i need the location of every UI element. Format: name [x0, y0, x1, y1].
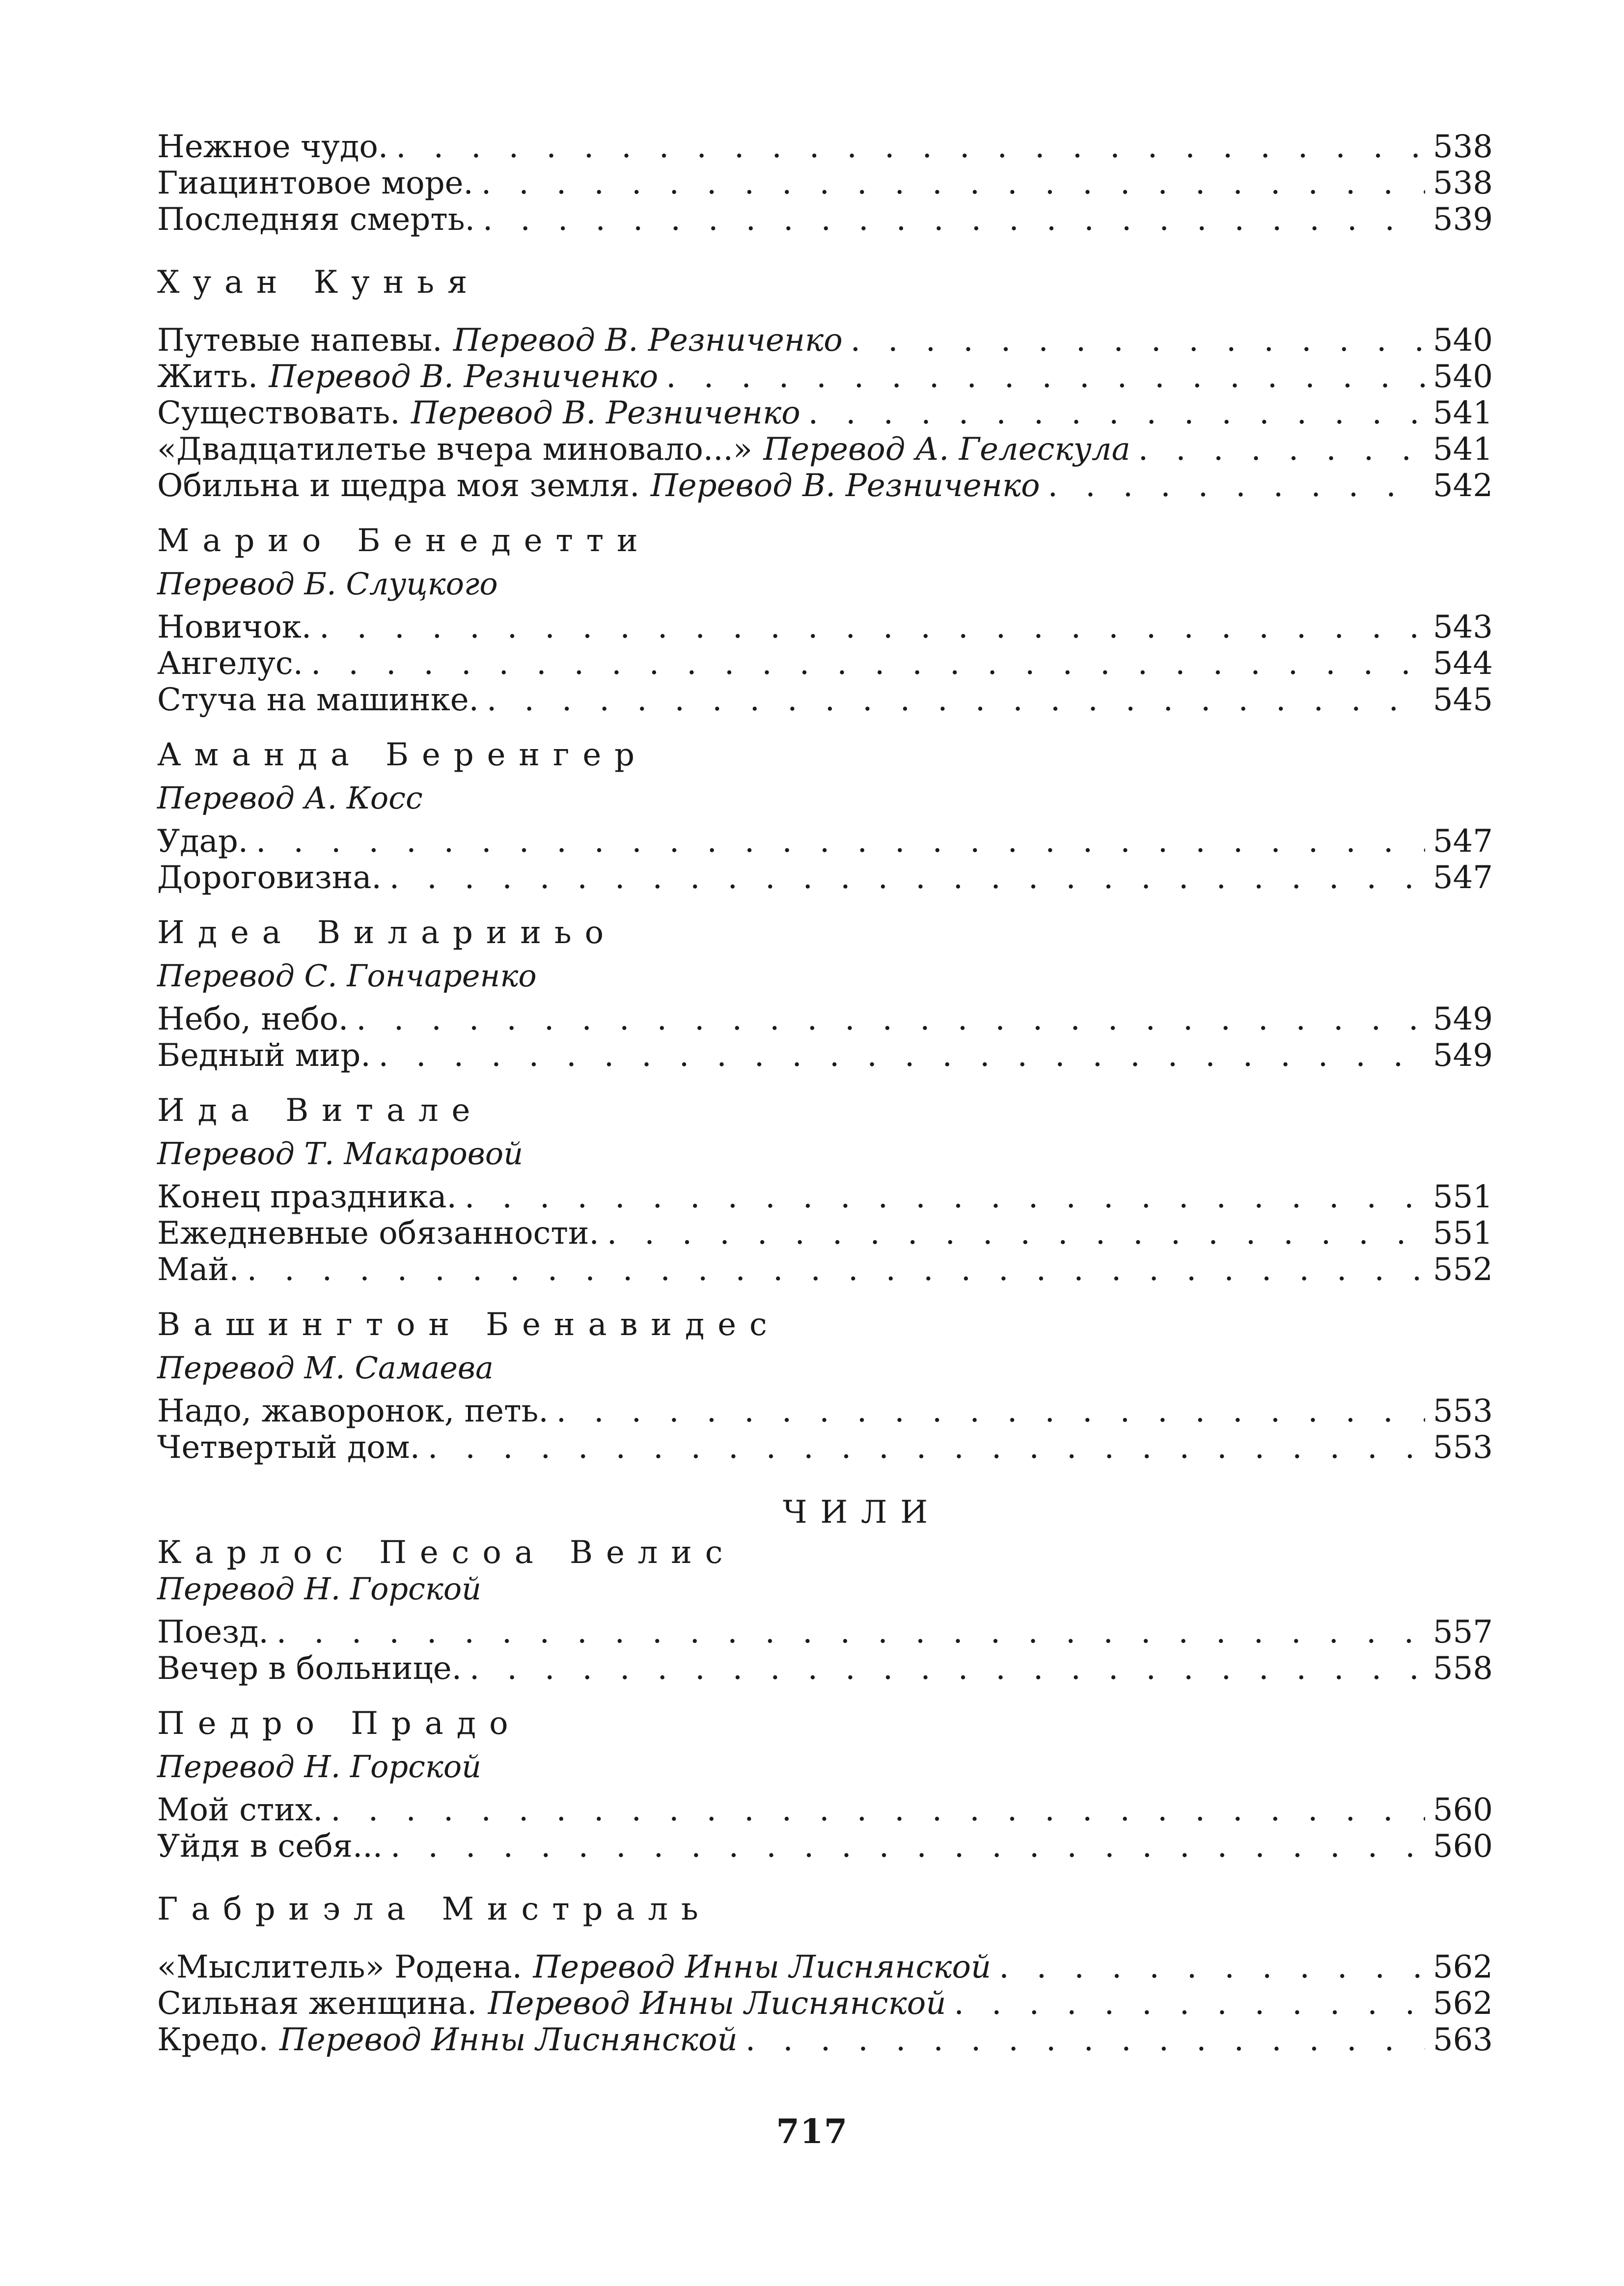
toc-entry[interactable]	[157, 1037, 1493, 1074]
toc-entry[interactable]	[157, 1393, 1493, 1429]
toc-entry[interactable]	[157, 359, 1493, 395]
dot-leader	[851, 322, 1425, 359]
entry-title: Обильна и щедра моя земля.	[157, 468, 640, 504]
author-heading: Габриэла Мистраль	[157, 1891, 712, 1927]
entry-page: 539	[1432, 201, 1493, 238]
entry-title: Удар.	[157, 823, 248, 860]
toc-entry[interactable]	[157, 395, 1493, 431]
entry-page: 552	[1432, 1252, 1493, 1288]
translator-line: Перевод М. Самаева	[157, 1350, 494, 1386]
author-heading: Ида Витале	[157, 1092, 484, 1129]
entry-title: Существовать.	[157, 395, 400, 431]
dot-leader	[390, 1828, 1425, 1865]
dot-leader	[330, 1792, 1425, 1828]
entry-page: 553	[1432, 1429, 1493, 1466]
entry-translator: Перевод Инны Лиснянской	[533, 1949, 991, 1985]
entry-page: 549	[1432, 1037, 1493, 1074]
toc-entry[interactable]	[157, 1614, 1493, 1650]
dot-leader	[607, 1215, 1425, 1252]
entry-title: Четвертый дом.	[157, 1429, 420, 1466]
dot-leader	[483, 201, 1425, 238]
toc-entry[interactable]	[157, 129, 1493, 165]
entry-title: Вечер в больнице.	[157, 1650, 462, 1687]
author-heading: Карлос Песоа Велис	[157, 1534, 736, 1571]
entry-page: 560	[1432, 1792, 1493, 1828]
dot-leader	[808, 395, 1425, 431]
toc-entry[interactable]	[157, 1792, 1493, 1828]
dot-leader	[379, 1037, 1425, 1074]
dot-leader	[666, 359, 1425, 395]
dot-leader	[954, 1985, 1425, 2022]
dot-leader	[389, 860, 1425, 896]
translator-line: Перевод Н. Горской	[157, 1749, 482, 1784]
entry-title: Гиацинтовое море.	[157, 165, 473, 201]
entry-page: 557	[1432, 1614, 1493, 1650]
entry-title: Ангелус.	[157, 645, 303, 682]
entry-title: Бедный мир.	[157, 1037, 371, 1074]
entry-title: Стуча на машинке.	[157, 682, 479, 718]
toc-entry[interactable]	[157, 201, 1493, 238]
entry-page: 562	[1432, 1949, 1493, 1985]
toc-entry[interactable]	[157, 468, 1493, 504]
entry-page: 538	[1432, 129, 1493, 165]
toc-entry[interactable]	[157, 1215, 1493, 1252]
entry-title: Поезд.	[157, 1614, 269, 1650]
translator-line: Перевод Н. Горской	[157, 1571, 482, 1607]
toc-entry[interactable]	[157, 1429, 1493, 1466]
entry-title: Май.	[157, 1252, 239, 1288]
entry-page: 547	[1432, 823, 1493, 860]
toc-entry[interactable]	[157, 1650, 1493, 1687]
entry-title: Сильная женщина.	[157, 1985, 477, 2022]
entry-title: «Мыслитель» Родена.	[157, 1949, 523, 1985]
entry-page: 541	[1432, 395, 1493, 431]
toc-entry[interactable]	[157, 2022, 1493, 2058]
toc-entry[interactable]	[157, 1985, 1493, 2022]
dot-leader	[356, 1001, 1425, 1037]
entry-page: 544	[1432, 645, 1493, 682]
entry-translator: Перевод В. Резниченко	[269, 359, 659, 395]
entry-page: 545	[1432, 682, 1493, 718]
toc-entry[interactable]	[157, 1949, 1493, 1985]
entry-title: Последняя смерть.	[157, 201, 475, 238]
dot-leader	[1048, 468, 1425, 504]
toc-entry[interactable]	[157, 1001, 1493, 1037]
entry-page: 538	[1432, 165, 1493, 201]
entry-title: Мой стих.	[157, 1792, 323, 1828]
entry-title: Кредо.	[157, 2022, 269, 2058]
translator-line: Перевод Т. Макаровой	[157, 1136, 523, 1171]
entry-page: 551	[1432, 1215, 1493, 1252]
entry-translator: Перевод В. Резниченко	[411, 395, 800, 431]
dot-leader	[469, 1650, 1425, 1687]
entry-title: Ежедневные обязанности.	[157, 1215, 599, 1252]
toc-entry[interactable]	[157, 682, 1493, 718]
toc-entry[interactable]	[157, 860, 1493, 896]
translator-line: Перевод Б. Слуцкого	[157, 566, 498, 602]
dot-leader	[1138, 431, 1425, 468]
entry-page: 563	[1432, 2022, 1493, 2058]
dot-leader	[745, 2022, 1425, 2058]
dot-leader	[428, 1429, 1425, 1466]
country-heading: ЧИЛИ	[782, 1494, 941, 1531]
entry-title: Путевые напевы.	[157, 322, 442, 359]
entry-title: Конец праздника.	[157, 1179, 457, 1215]
dot-leader	[396, 129, 1425, 165]
entry-page: 549	[1432, 1001, 1493, 1037]
entry-page: 542	[1432, 468, 1493, 504]
toc-entry[interactable]	[157, 431, 1493, 468]
entry-translator: Перевод Инны Лиснянской	[488, 1985, 946, 2022]
entry-title: Надо, жаворонок, петь.	[157, 1393, 549, 1429]
entry-page: 547	[1432, 860, 1493, 896]
entry-translator: Перевод В. Резниченко	[650, 468, 1040, 504]
author-heading: Аманда Беренгер	[157, 737, 648, 773]
author-heading: Идеа Виларииьо	[157, 915, 617, 951]
entry-page: 560	[1432, 1828, 1493, 1865]
toc-entry[interactable]	[157, 1828, 1493, 1865]
dot-leader	[556, 1393, 1425, 1429]
entry-page: 540	[1432, 359, 1493, 395]
entry-title: Небо, небо.	[157, 1001, 349, 1037]
dot-leader	[256, 823, 1425, 860]
entry-title: «Двадцатилетье вчера миновало...»	[157, 431, 753, 468]
toc-entry[interactable]	[157, 645, 1493, 682]
page-number: 717	[776, 2112, 848, 2151]
entry-page: 541	[1432, 431, 1493, 468]
toc-entry[interactable]	[157, 609, 1493, 645]
author-heading: Вашингтон Бенавидес	[157, 1307, 780, 1343]
entry-page: 553	[1432, 1393, 1493, 1429]
dot-leader	[481, 165, 1425, 201]
dot-leader	[319, 609, 1425, 645]
author-heading: Педро Прадо	[157, 1705, 522, 1742]
entry-page: 540	[1432, 322, 1493, 359]
translator-line: Перевод А. Косс	[157, 780, 423, 816]
dot-leader	[276, 1614, 1425, 1650]
author-heading: Марио Бенедетти	[157, 523, 651, 559]
entry-title: Нежное чудо.	[157, 129, 388, 165]
dot-leader	[247, 1252, 1425, 1288]
entry-title: Дороговизна.	[157, 860, 382, 896]
dot-leader	[311, 645, 1425, 682]
entry-title: Уйдя в себя...	[157, 1828, 383, 1865]
entry-translator: Перевод В. Резниченко	[453, 322, 843, 359]
dot-leader	[465, 1179, 1425, 1215]
table-of-contents	[157, 129, 1493, 2058]
toc-entry[interactable]	[157, 165, 1493, 201]
translator-line: Перевод С. Гончаренко	[157, 958, 537, 994]
toc-entry[interactable]	[157, 823, 1493, 860]
dot-leader	[999, 1949, 1425, 1985]
entry-page: 562	[1432, 1985, 1493, 2022]
entry-page: 543	[1432, 609, 1493, 645]
toc-entry[interactable]	[157, 1179, 1493, 1215]
entry-translator: Перевод А. Гелескула	[763, 431, 1130, 468]
entry-title: Жить.	[157, 359, 258, 395]
entry-translator: Перевод Инны Лиснянской	[279, 2022, 738, 2058]
toc-entry[interactable]	[157, 322, 1493, 359]
entry-title: Новичок.	[157, 609, 312, 645]
entry-page: 551	[1432, 1179, 1493, 1215]
toc-entry[interactable]	[157, 1252, 1493, 1288]
dot-leader	[487, 682, 1425, 718]
entry-page: 558	[1432, 1650, 1493, 1687]
author-heading: Хуан Кунья	[157, 264, 481, 301]
